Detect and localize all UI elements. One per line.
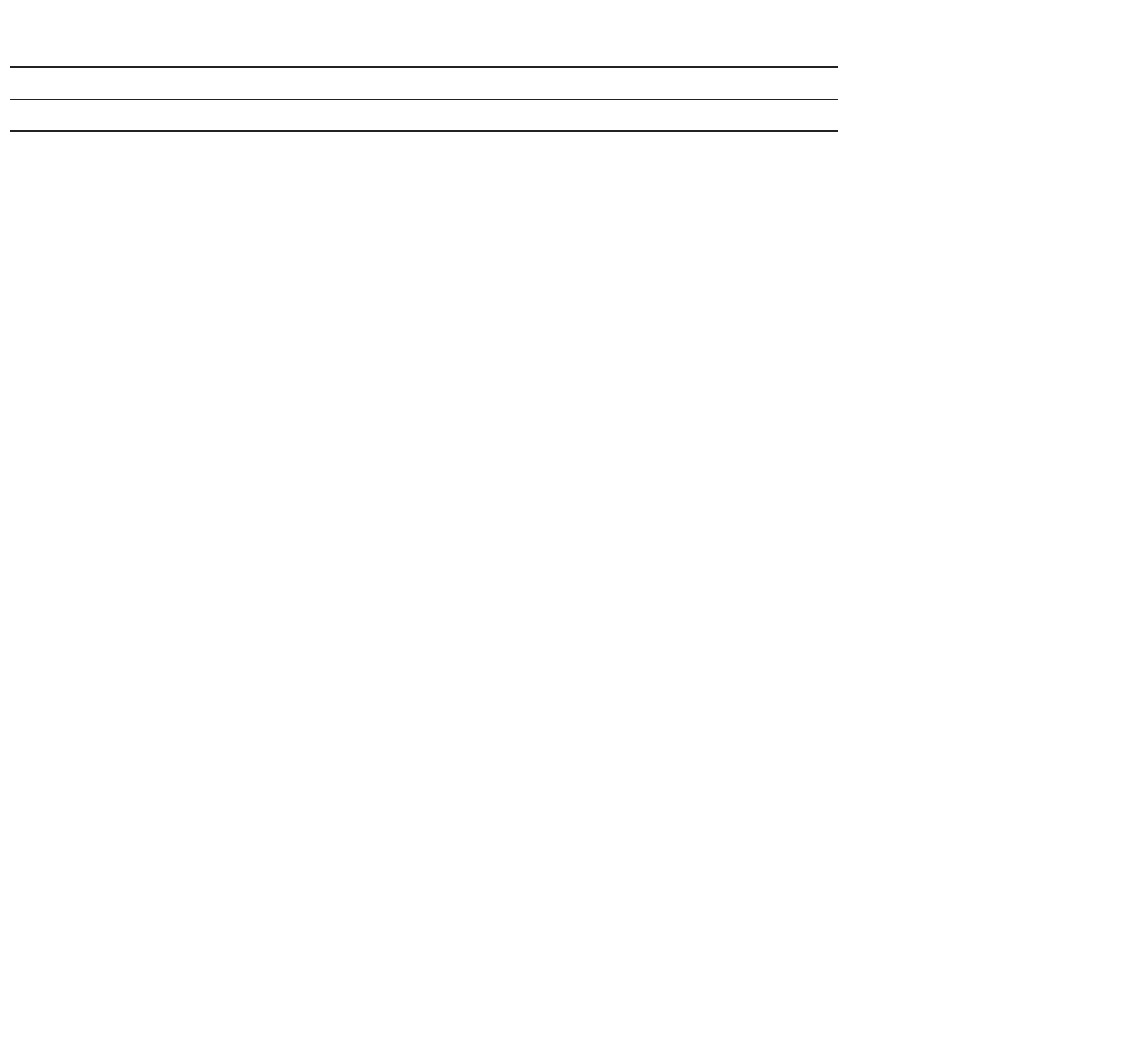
header-bottom-rule bbox=[10, 130, 838, 132]
header-mid-rule bbox=[10, 99, 838, 100]
table-top-rule bbox=[10, 66, 838, 68]
